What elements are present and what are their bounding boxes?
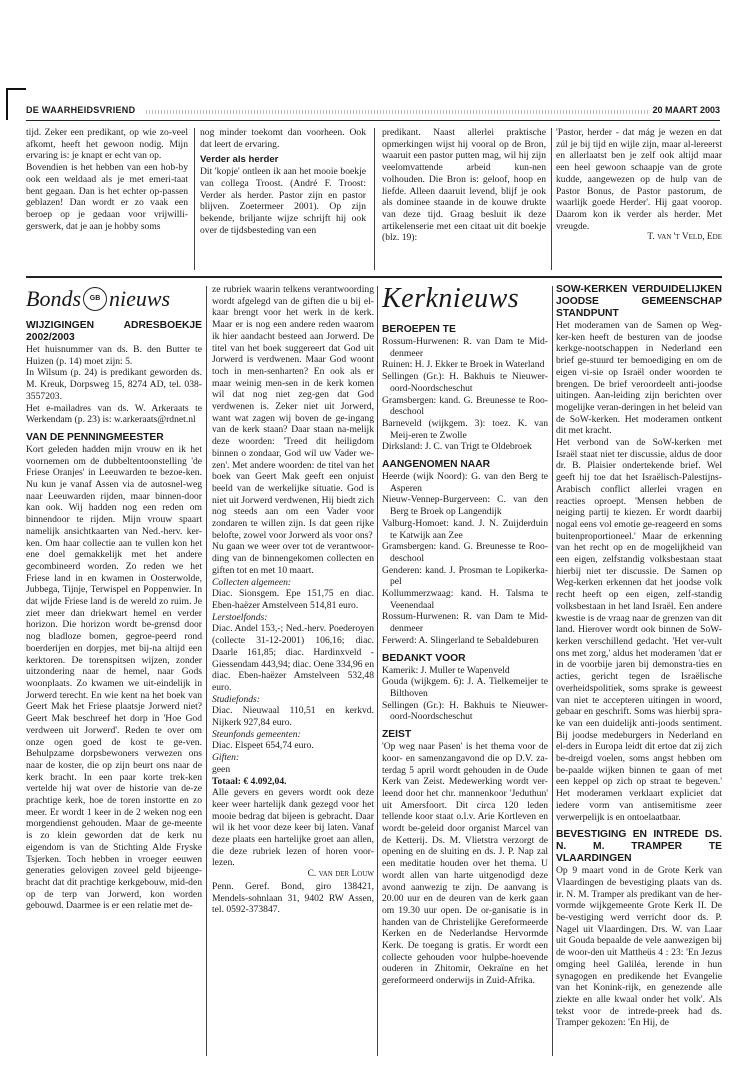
list-item: Ruinen: H. J. Ekker te Broek in Waterland [382, 359, 545, 371]
paragraph: ze rubriek waarin telkens verantwoording wordt afgelegd van de giften die u bij el-kaar brengt voor het werk in de kerk. Maar er is nog een andere reden waarom ik hier aandacht besteed aan Jorwerd. De titel van het boek suggereert dat God uit Jorwerd is verdwenen. Maar God woont toch in men-senharten? En ook als er maar weinig men-sen in de kerk komen wil dat nog niet zeg-gen dat God verdwenen is. Zeker niet uit Jorwerd, want wat zagen wij boven de ge-ingang van de kerk staan? Daar staan na-melijk deze woorden: 'Treed dit heiligdom binnen o zondaar, God wil uw Vader we-zen'. Met andere woorden: de titel van het boek van Geert Mak geeft een onjuist beeld van de werkelijke situatie. God is niet uit Jorwerd verdwenen, Hij biedt zich nog steeds aan om een Vader voor zondaren te willen zijn. Is dat geen rijke belofte, zowel voor Jorwerd als voor ons? [212, 284, 374, 541]
newspaper-name: DE WAARHEIDSVRIEND [26, 105, 136, 115]
top-column-4 [556, 127, 722, 275]
section-heading: VAN DE PENNINGMEESTER [26, 431, 164, 443]
list-item: Rossum-Hurwenen: R. van Dam te Mid-denmeer [382, 611, 548, 635]
paragraph: Nu gaan we weer over tot de verantwoor-ding van de binnengekomen collecten en giften tot en met 10 maart. [212, 541, 374, 576]
column-divider [374, 128, 375, 270]
section-heading: AANGENOMEN NAAR [382, 459, 491, 471]
list-item: Heerde (wijk Noord): G. van den Berg te Asperen [382, 471, 548, 494]
fund-value: Diac. Sionsgem. Epe 151,75 en diac. Eben-haëzer Amstelveen 514,81 euro. [212, 588, 374, 611]
author-signature: T. van 't Veld, Ede [647, 232, 722, 243]
section-heading: BEDANKT VOOR [382, 652, 466, 664]
top-column-1 [26, 127, 188, 271]
list-item: Genderen: kand. J. Prosman te Lopikerka-pel [382, 564, 548, 588]
paragraph: In Wilsum (p. 24) is predikant geworden ds. M. Kreuk, Dorpsweg 15, 8274 AD, tel. 038-3557203. [26, 367, 202, 402]
fund-value: Diac. Elspeet 654,74 euro. [212, 740, 314, 752]
paragraph: 'Pastor, herder - dat mág je wezen en dat zúl je bij tijd en wijle zijn, maar al-lereerst en allerlaatst ben je zelf ook altijd maar een heel gewoon schaapje van de grote kudde, aangewezen op de hulp van de Pastor Bonus, de Pastor pastorum, de waarlijk goede Herder'. Hij gaat voorop. Daarom kon ik verder als herder. Met vreugde. [556, 127, 722, 232]
paragraph: nog minder toekomt dan voorheen. Ook dat leert de ervaring. [200, 127, 366, 150]
paragraph: Het verbond van de SoW-kerken met Israël staat niet ter discussie, aldus de door dr. B. Plaisier ondertekende brief. Wel geeft hij toe dat het Israëlisch-Palestijns-Arabisch conflict allerlei vragen en reacties oproept. 'Mensen hebben de neiging partij te kiezen. Er wordt daarbij nogal eens vol emotie ge-reageerd en soms buitenproportioneel.' Maar de erkenning van het recht op en de mogelijkheid van een eigen, zelfstandig volksbestaan staat hierbij niet ter discussie. De Samen op Weg-kerken erkennen dat het joodse volk recht heeft op een eigen, zelf-standig volksbestaan in het land Israël. Een andere kwestie is de vraag naar de grenzen van dit land. Hierover wordt ook binnen de SoW-kerken verschillend gedacht. 'Het ver-vult ons met zorg,' aldus het moderamen 'dat er in de voorbije jaren bij demonstra-ties en acties, gericht tegen de Israëlische overheidspolitiek, soms sprake is geweest van niet te accepteren uitingen in woord, gebaar en geschrift. Soms was hierbij spra-ke van een duidelijk anti-joods sentiment. Bij joodse medeburgers in Nederland en el-ders in Europa leidt dit ertoe dat zij zich be-dreigd voelen, soms angst hebben om be-paalde wijken binnen te gaan of met een keppel op zich op straat te begeven.' Het moderamen verklaart expliciet dat iedere vorm van antisemitisme zeer verwerpelijk is en ontoelaatbaar. [556, 437, 722, 823]
column-divider [194, 128, 195, 270]
fund-label: Lerstoelfonds: [212, 611, 268, 623]
section-rule [26, 276, 722, 278]
section-heading: BEVESTIGING EN INTREDE DS. N. M. TRAMPER TE VLAARDINGEN [556, 829, 722, 865]
top-column-2 [200, 127, 366, 271]
crop-corner-mark [6, 88, 26, 120]
fund-value: Diac. Nieuwaal 110,51 en kerkvd. Nijkerk 927,84 euro. [212, 705, 374, 729]
paragraph: Het huisnummer van ds. B. den Butter te Huizen (p. 14) moet zijn: 5. [26, 344, 202, 367]
column-divider [377, 286, 378, 1056]
issue-date: 20 MAART 2003 [652, 105, 720, 115]
section-heading: BEROEPEN TE [382, 324, 456, 335]
kerknieuws-title: Kerknieuws [382, 284, 520, 314]
column-divider [552, 286, 553, 1056]
right-news-column [556, 284, 722, 1060]
column-divider [551, 128, 552, 270]
page-header [26, 102, 720, 121]
top-column-3 [382, 127, 546, 271]
paragraph: 'Op weg naar Pasen' is het thema voor de koor- en samenzangavond die op D.V. za-terdag 5 april wordt gehouden in de Oude Kerk van Zeist. Medewerking wordt ver-leend door het chr. mannenkoor 'Jeduthun' uit Amersfoort. Dit circa 120 leden tellende koor staat o.l.v. Arie Kortleven en wordt be-geleid door organist Marcel van de Ketterij. Ds. M. Vlietstra verzorgt de opening en de sluiting en ds. J. P. Nap zal een meditatie houden over het thema. U wordt allen van harte uitgenodigd deze avond aanwezig te zijn. De aanvang is 20.00 uur en de deuren van de kerk gaan om 19.30 uur open. De or-ganisatie is in handen van de Christelijke Gereformeerde Kerken en de Nederlandse Hervormde Kerk. De toegang is gratis. Er wordt een collecte gehouden voor hulpbe-hoevende ouderen in Zhitomir, Oekraïne en het gereformeerd onderwijs in Zuid-Afrika. [382, 741, 548, 987]
fund-value: geen [212, 763, 231, 775]
bondsnieuws-column-2 [212, 284, 374, 1060]
fund-label: Collecten algemeen: [212, 576, 292, 588]
list-item: Ferwerd: A. Slingerland te Sebaldeburen [382, 634, 539, 646]
column-divider [206, 286, 207, 1056]
bondsnieuws-column-1 [26, 284, 202, 1060]
list-item: Barneveld (wijkgem. 3): toez. K. van Meij-eren te Zwolle [382, 417, 548, 441]
bond-logo-icon: GB [83, 287, 107, 311]
contact-details: Penn. Geref. Bond, giro 138421, Mendels-sohnlaan 31, 9402 RW Assen, tel. 0592-373847. [212, 880, 374, 916]
list-item: Kollummerzwaag: kand. H. Talsma te Veenendaal [382, 588, 548, 611]
paragraph: tijd. Zeker een predikant, op wie zo-veel afkomt, heeft het gewoon nodig. Mijn ervaring is: je knapt er echt van op. [26, 127, 188, 162]
paragraph: Het moderamen van de Samen op Weg-ker-ken heeft de besturen van de joodse kerkge-nootschappen in Nederland een brief ge-stuurd ter bemoediging en om de eigen vi-sie op Israël onder woorden te brengen. De brief veroordeelt anti-joodse uitingen. Aan-leiding zijn berichten over mogelijke veran-deringen in het beleid van de SoW-kerken. Het moderamen ontkent dit met kracht. [556, 320, 722, 437]
section-heading: WIJZIGINGEN ADRESBOEKJE 2002/2003 [26, 320, 202, 343]
author-signature: C. van der Louw [307, 869, 374, 880]
list-item: Kamerik: J. Muller te Wapenveld [382, 664, 510, 676]
list-item: Gouda (wijkgem. 6): J. A. Tielkemeijer te Bilthoven [382, 676, 548, 699]
fund-label: Studiefonds: [212, 693, 260, 705]
fund-label: Steunfonds gemeenten: [212, 728, 301, 740]
paragraph: Alle gevers en gevers wordt ook deze keer weer hartelijk dank gezegd voor het mooie bedrag dat bijeen is gebracht. Daar wil ik het voor deze keer bij laten. Vanaf deze plaats een hartelijke groet aan allen, die deze rubriek lezen of horen voor-lezen. [212, 787, 374, 869]
paragraph: Dit 'kopje' ontleen ik aan het mooie boekje van collega Troost. (André F. Troost: Verder als herder. Pastor zijn en pastor blijven. Zoetermeer 2001). Op zijn bekende, briljante wijze schrijft hij ook over de tijdsbesteding van een [200, 166, 366, 236]
title-part: nieuws [109, 286, 171, 311]
header-dot-rule [146, 110, 650, 114]
subheading: Verder als herder [200, 154, 279, 166]
kerknieuws-column [382, 284, 548, 1060]
paragraph: Kort geleden hadden mijn vrouw en ik het voornemen om de dubbeltentoonstelling 'de Friese Oranjes' in Leeuwarden te bezoe-ken. Nu kun je vanaf Assen via de autosnel-weg naar Leeuwarden rijden, maar binnen-door kan ook. Wij hadden nog een reden om binnendoor te rijden. Mijn vrouw spaart namelijk ansichtkaarten van Ned.-herv. ker-ken. Om haar collectie aan te vullen kon het ene doel gemakkelijk met het andere gecombineerd worden. Zo reden we het Friese land in en kwamen in Oosterwolde, Jubbega, Tijnje, Terwispel en Poppenwier. In dat wijde Friese land is de wereld zo ruim. Je ziet meer dan driekwart hemel en verder horizon. Die horizon wordt be-grensd door nog bladloze bomen, gegroe-peerd rond boerderijen en dorpjes, met bij-na altijd een kerktoren. De torenspitsen wijzen, zonder uitzondering naar de hemel, naar Gods woonplaats. Zo kwamen we uit-eindelijk in Jorwerd terecht. En wie kent na het boek van Geert Mak het Friese plaatsje Jorwerd niet? Geert Mak beschreef het dorp in 'Hoe God verdween uit Jorwerd'. Reden te over om onze ogen goed de kost te ge-ven. Behulpzame dorpsbewoners verwezen ons naar de koster, die op zijn beurt ons naar de kerk bracht. In een paar korte trek-ken vertelde hij wat over de historie van de-ze prachtige kerk, hoe de toren instortte en zo meer. Er wordt 1 keer in de 2 weken nog een morgendienst gehouden. Maar de ge-meente is zo klein geworden dat de kerk nu eigendom is van de Stichting Alde Fryske Tsjerken. Toch hebben in vroeger eeuwen generaties gelovigen zoveel geld bijeenge-bracht dat dit prachtige kerkgebouw, mid-den op de terp van Jorwerd, kon worden gebouwd. Daarmee is er een relatie met de- [26, 443, 202, 912]
list-item: Valburg-Homoet: kand. J. N. Zuijderduin te Katwijk aan Zee [382, 517, 548, 541]
list-item: Nieuw-Vennep-Burgerveen: C. van den Berg te Broek op Langendijk [382, 494, 548, 518]
list-item: Sellingen (Gr.): H. Bakhuis te Nieuwer-oord-Noordscheschut [382, 371, 548, 394]
list-item: Dirksland: J. C. van Trigt te Oldebroek [382, 441, 532, 453]
paragraph: predikant. Naast allerlei praktische opmerkingen wijst hij vooral op de Bron, waaruit een pastor putten mag, wil hij zijn veelomvattende arbeid kun-nen volhouden. Die Bron is: geloof, hoop en liefde. Alleen daaruit levend, blijf je ook als dominee staande in de kouwe drukte van deze tijd. Graag besluit ik deze artikelenserie met een citaat uit dit boekje (blz. 19): [382, 127, 546, 244]
list-item: Gramsbergen: kand. G. Breunesse te Roo-deschool [382, 394, 548, 418]
fund-value: Diac. Andel 153,-; Ned.-herv. Poederoyen (collecte 31-12-2001) 106,16; diac. Daarle 161,85; diac. Hardinxveld - Giessendam 443,94; diac. Oene 334,96 en diac. Eben-haëzer Amstelveen 532,48 euro. [212, 623, 374, 693]
total-amount: Totaal: € 4.092,04. [212, 775, 287, 787]
bondsnieuws-title [26, 284, 202, 314]
list-item: Sellingen (Gr.): H. Bakhuis te Nieuwer-oord-Noordscheschut [382, 699, 548, 723]
list-item: Rossum-Hurwenen: R. van Dam te Mid-denmeer [382, 336, 548, 359]
paragraph: Het e-mailadres van ds. W. Arkeraats te Werkendam (p. 23) is: w.arkeraats@rdnet.nl [26, 402, 202, 426]
section-heading: SOW-KERKEN VERDUIDELIJKEN JOODSE GEMEENSCHAP STANDPUNT [556, 284, 722, 319]
section-heading: ZEIST [382, 729, 412, 741]
title-part: Bonds [26, 286, 81, 311]
fund-label: Giften: [212, 752, 240, 764]
paragraph: Bovendien is het hebben van een hob-by ook een weldaad als je met emeri-taat bent gegaan. Dan is het echter op-passen geblazen! Dan wordt er zo vaak een beroep op je gedaan voor vrijwilli-gerswerk, dat je aan je hobby soms [26, 162, 188, 232]
paragraph: Op 9 maart vond in de Grote Kerk van Vlaardingen de bevestiging plaats van ds. ir. N. M. Tramper als predikant van de her-vormde wijkgemeente Grote Kerk II. De be-vestiging werd verricht door ds. P. Nagel uit Vlaardingen. Drs. W. van Laar uit Gouda bepaalde de vele aanwezigen bij de woor-den uit Mattheüs 4 : 23: 'En Jezus omging heel Galiléa, lerende in hun synagogen en predikende het Evangelie van het Konink-rijk, en genezende alle ziekte en alle kwaal onder het volk'. Als tekst voor de intrede-preek had ds. Tramper gekozen: 'En Hij, de [556, 865, 722, 1029]
list-item: Gramsbergen: kand. G. Breunesse te Roo-deschool [382, 541, 548, 564]
